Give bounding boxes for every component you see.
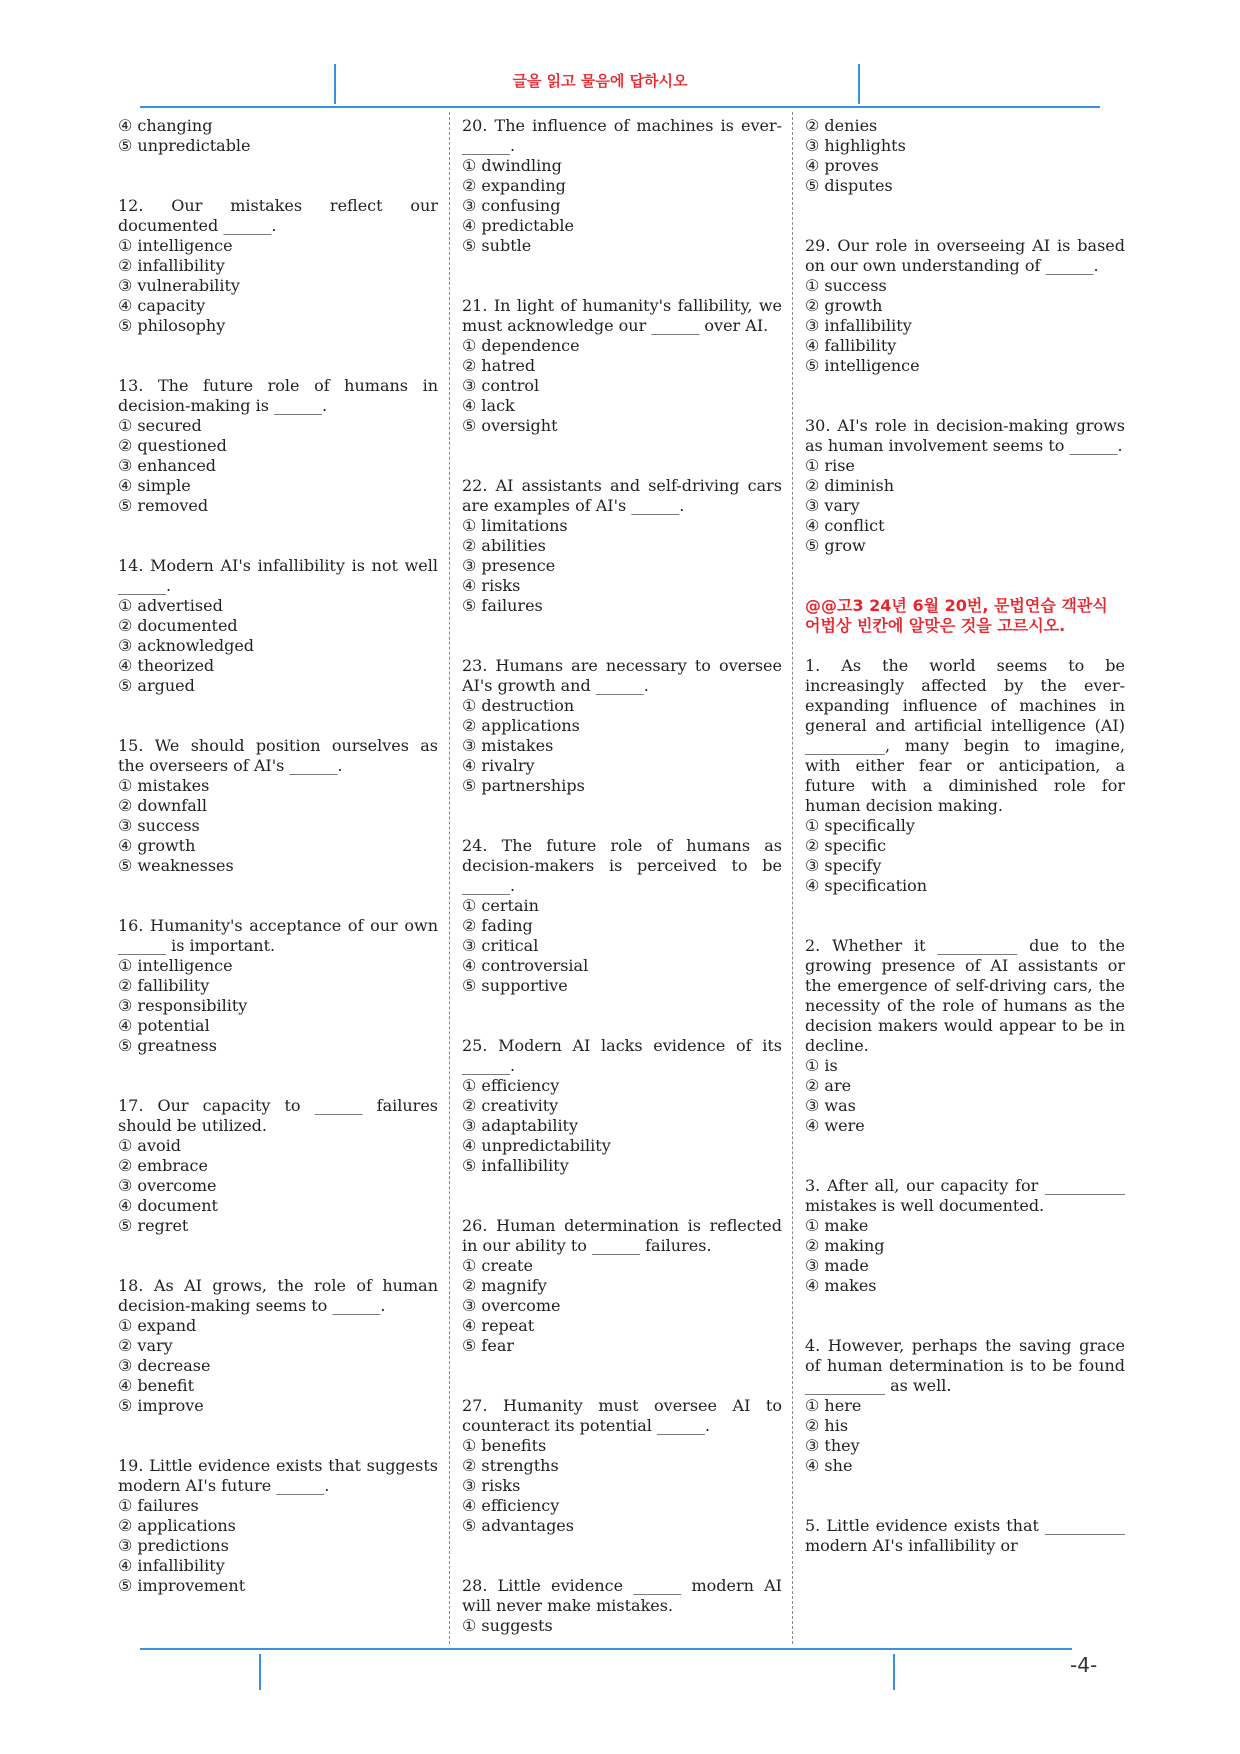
question-stem: 24. The future role of humans as decision-makers is perceived to be ______.: [462, 836, 782, 895]
option: ④ simple: [118, 476, 191, 495]
option: ② vary: [118, 1336, 173, 1355]
page-number: -4-: [1070, 1653, 1098, 1677]
question-stem: 15. We should position ourselves as the overseers of AI's ______.: [118, 736, 438, 775]
question-16: [118, 916, 438, 1056]
option: ④ changing: [118, 116, 213, 135]
footer-tick-left: [259, 1654, 261, 1690]
option: ② applications: [462, 716, 580, 735]
question-29: [805, 236, 1125, 376]
option: ② applications: [118, 1516, 236, 1535]
option: ③ success: [118, 816, 200, 835]
question-11-continued: [118, 116, 438, 156]
option: ④ repeat: [462, 1316, 535, 1335]
header-rule: [140, 106, 1100, 108]
option: ④ risks: [462, 576, 521, 595]
option: ② are: [805, 1076, 852, 1095]
column-divider-1: [449, 112, 450, 1644]
grammar-question-1: [805, 656, 1125, 896]
column-1: [118, 116, 438, 1596]
option: ⑤ partnerships: [462, 776, 585, 795]
option: ④ controversial: [462, 956, 589, 975]
option: ④ fallibility: [805, 336, 897, 355]
question-12: [118, 196, 438, 336]
option: ② magnify: [462, 1276, 547, 1295]
option: ③ confusing: [462, 196, 561, 215]
option: ① expand: [118, 1316, 197, 1335]
option: ③ predictions: [118, 1536, 229, 1555]
question-stem: 21. In light of humanity's fallibility, we must acknowledge our ______ over AI.: [462, 296, 782, 335]
question-stem: 1. As the world seems to be increasingly affected by the ever-expanding influence of machines in general and artificial intelligence (AI) __________, many begin to imagine, with either fear or anticipation, a future with a diminished role for human decision making.: [805, 656, 1125, 815]
option: ④ infallibility: [118, 1556, 225, 1575]
question-stem: 3. After all, our capacity for __________ mistakes is well documented.: [805, 1176, 1125, 1215]
option: ⑤ subtle: [462, 236, 532, 255]
option: ⑤ oversight: [462, 416, 558, 435]
option: ⑤ philosophy: [118, 316, 226, 335]
option: ② his: [805, 1416, 849, 1435]
question-stem: 22. AI assistants and self-driving cars are examples of AI's ______.: [462, 476, 782, 515]
question-24: [462, 836, 782, 996]
option: ④ document: [118, 1196, 218, 1215]
option: ④ predictable: [462, 216, 574, 235]
option: ① limitations: [462, 516, 568, 535]
option: ④ efficiency: [462, 1496, 560, 1515]
question-19: [118, 1456, 438, 1596]
option: ④ theorized: [118, 656, 215, 675]
option: ① intelligence: [118, 236, 233, 255]
option: ③ vary: [805, 496, 860, 515]
option: ③ responsibility: [118, 996, 248, 1015]
question-stem: 19. Little evidence exists that suggests modern AI's future ______.: [118, 1456, 438, 1495]
question-stem: 26. Human determination is reflected in our ability to ______ failures.: [462, 1216, 782, 1255]
option: ④ rivalry: [462, 756, 535, 775]
option: ③ decrease: [118, 1356, 211, 1375]
option: ⑤ improve: [118, 1396, 204, 1415]
option: ① create: [462, 1256, 533, 1275]
option: ③ enhanced: [118, 456, 217, 475]
question-23: [462, 656, 782, 796]
option: ① dependence: [462, 336, 580, 355]
question-17: [118, 1096, 438, 1236]
option: ④ capacity: [118, 296, 206, 315]
option: ① advertised: [118, 596, 223, 615]
question-stem: 5. Little evidence exists that __________ modern AI's infallibility or: [805, 1516, 1125, 1555]
option: ① make: [805, 1216, 869, 1235]
option: ① certain: [462, 896, 539, 915]
grammar-question-4: [805, 1336, 1125, 1476]
option: ⑤ intelligence: [805, 356, 920, 375]
question-15: [118, 736, 438, 876]
option: ③ control: [462, 376, 540, 395]
column-2: [462, 116, 782, 1636]
option: ⑤ fear: [462, 1336, 515, 1355]
question-25: [462, 1036, 782, 1176]
option: ④ unpredictability: [462, 1136, 611, 1155]
option: ⑤ infallibility: [462, 1156, 569, 1175]
option: ① suggests: [462, 1616, 553, 1635]
question-18: [118, 1276, 438, 1416]
option: ⑤ unpredictable: [118, 136, 251, 155]
option: ① success: [805, 276, 887, 295]
option: ③ infallibility: [805, 316, 912, 335]
option: ④ conflict: [805, 516, 885, 535]
section-title: @@고3 24년 6월 20번, 문법연습 객관식: [805, 596, 1108, 615]
question-13: [118, 376, 438, 516]
question-stem: 12. Our mistakes reflect our documented ______.: [118, 196, 438, 235]
option: ① specifically: [805, 816, 915, 835]
option: ② infallibility: [118, 256, 225, 275]
option: ⑤ removed: [118, 496, 209, 515]
option: ④ lack: [462, 396, 515, 415]
option: ② documented: [118, 616, 238, 635]
page-title: 글을 읽고 물음에 답하시오: [512, 72, 688, 90]
section-instruction: 어법상 빈칸에 알맞은 것을 고르시오.: [805, 616, 1066, 635]
option: ② hatred: [462, 356, 536, 375]
option: ④ she: [805, 1456, 853, 1475]
option: ② denies: [805, 116, 878, 135]
option: ③ was: [805, 1096, 856, 1115]
option: ② fading: [462, 916, 533, 935]
question-14: [118, 556, 438, 696]
option: ④ proves: [805, 156, 879, 175]
option: ④ potential: [118, 1016, 210, 1035]
question-stem: 25. Modern AI lacks evidence of its ______.: [462, 1036, 782, 1075]
question-22: [462, 476, 782, 616]
option: ⑤ advantages: [462, 1516, 574, 1535]
option: ③ highlights: [805, 136, 906, 155]
question-stem: 29. Our role in overseeing AI is based on our own understanding of ______.: [805, 236, 1125, 275]
option: ③ acknowledged: [118, 636, 255, 655]
option: ⑤ failures: [462, 596, 543, 615]
option: ① failures: [118, 1496, 199, 1515]
option: ⑤ weaknesses: [118, 856, 234, 875]
question-28: [462, 1576, 782, 1636]
option: ④ specification: [805, 876, 928, 895]
question-stem: 20. The influence of machines is ever-______.: [462, 116, 782, 155]
option: ⑤ argued: [118, 676, 195, 695]
column-3: [805, 116, 1125, 1556]
question-stem: 23. Humans are necessary to oversee AI's growth and ______.: [462, 656, 782, 695]
option: ① avoid: [118, 1136, 181, 1155]
option: ① rise: [805, 456, 855, 475]
question-stem: 30. AI's role in decision-making grows as human involvement seems to ______.: [805, 416, 1125, 455]
option: ② creativity: [462, 1096, 559, 1115]
question-stem: 13. The future role of humans in decision-making is ______.: [118, 376, 438, 415]
footer-tick-right: [893, 1654, 895, 1690]
option: ① secured: [118, 416, 202, 435]
option: ⑤ greatness: [118, 1036, 217, 1055]
grammar-question-5: [805, 1516, 1125, 1556]
option: ④ growth: [118, 836, 196, 855]
option: ⑤ disputes: [805, 176, 893, 195]
option: ③ made: [805, 1256, 869, 1275]
question-26: [462, 1216, 782, 1356]
option: ③ adaptability: [462, 1116, 579, 1135]
option: ① here: [805, 1396, 862, 1415]
question-stem: 2. Whether it __________ due to the growing presence of AI assistants or the emergence of self-driving cars, the necessity of the role of humans as the decision makers would appear to be in decline.: [805, 936, 1125, 1055]
grammar-question-2: [805, 936, 1125, 1136]
option: ① efficiency: [462, 1076, 560, 1095]
option: ④ were: [805, 1116, 865, 1135]
question-21: [462, 296, 782, 436]
header-tick-left: [334, 64, 336, 104]
option: ① is: [805, 1056, 838, 1075]
option: ⑤ supportive: [462, 976, 568, 995]
option: ③ critical: [462, 936, 539, 955]
option: ② specific: [805, 836, 887, 855]
option: ② diminish: [805, 476, 895, 495]
option: ⑤ regret: [118, 1216, 189, 1235]
question-stem: 17. Our capacity to ______ failures should be utilized.: [118, 1096, 438, 1135]
question-stem: 16. Humanity's acceptance of our own ______ is important.: [118, 916, 438, 955]
option: ① dwindling: [462, 156, 562, 175]
option: ③ vulnerability: [118, 276, 240, 295]
question-30: [805, 416, 1125, 556]
question-27: [462, 1396, 782, 1536]
question-stem: 28. Little evidence ______ modern AI will never make mistakes.: [462, 1576, 782, 1615]
option: ⑤ grow: [805, 536, 866, 555]
grammar-question-3: [805, 1176, 1125, 1296]
question-stem: 27. Humanity must oversee AI to counteract its potential ______.: [462, 1396, 782, 1435]
option: ② growth: [805, 296, 883, 315]
option: ③ specify: [805, 856, 882, 875]
option: ④ makes: [805, 1276, 877, 1295]
option: ③ mistakes: [462, 736, 554, 755]
option: ① mistakes: [118, 776, 210, 795]
option: ① intelligence: [118, 956, 233, 975]
question-stem: 4. However, perhaps the saving grace of human determination is to be found __________ as well.: [805, 1336, 1125, 1395]
option: ③ presence: [462, 556, 556, 575]
question-stem: 14. Modern AI's infallibility is not well ______.: [118, 556, 438, 595]
option: ③ overcome: [462, 1296, 561, 1315]
question-20: [462, 116, 782, 256]
option: ⑤ improvement: [118, 1576, 246, 1595]
option: ③ they: [805, 1436, 860, 1455]
option: ② making: [805, 1236, 885, 1255]
option: ② downfall: [118, 796, 207, 815]
option: ② fallibility: [118, 976, 210, 995]
option: ② expanding: [462, 176, 566, 195]
option: ④ benefit: [118, 1376, 195, 1395]
option: ③ risks: [462, 1476, 521, 1495]
option: ② questioned: [118, 436, 227, 455]
footer-rule: [140, 1648, 1072, 1650]
option: ① benefits: [462, 1436, 547, 1455]
option: ② strengths: [462, 1456, 559, 1475]
option: ② embrace: [118, 1156, 208, 1175]
option: ③ overcome: [118, 1176, 217, 1195]
option: ② abilities: [462, 536, 546, 555]
question-stem: 18. As AI grows, the role of human decision-making seems to ______.: [118, 1276, 438, 1315]
option: ① destruction: [462, 696, 575, 715]
column-divider-2: [792, 112, 793, 1644]
question-28-continued: [805, 116, 1125, 196]
